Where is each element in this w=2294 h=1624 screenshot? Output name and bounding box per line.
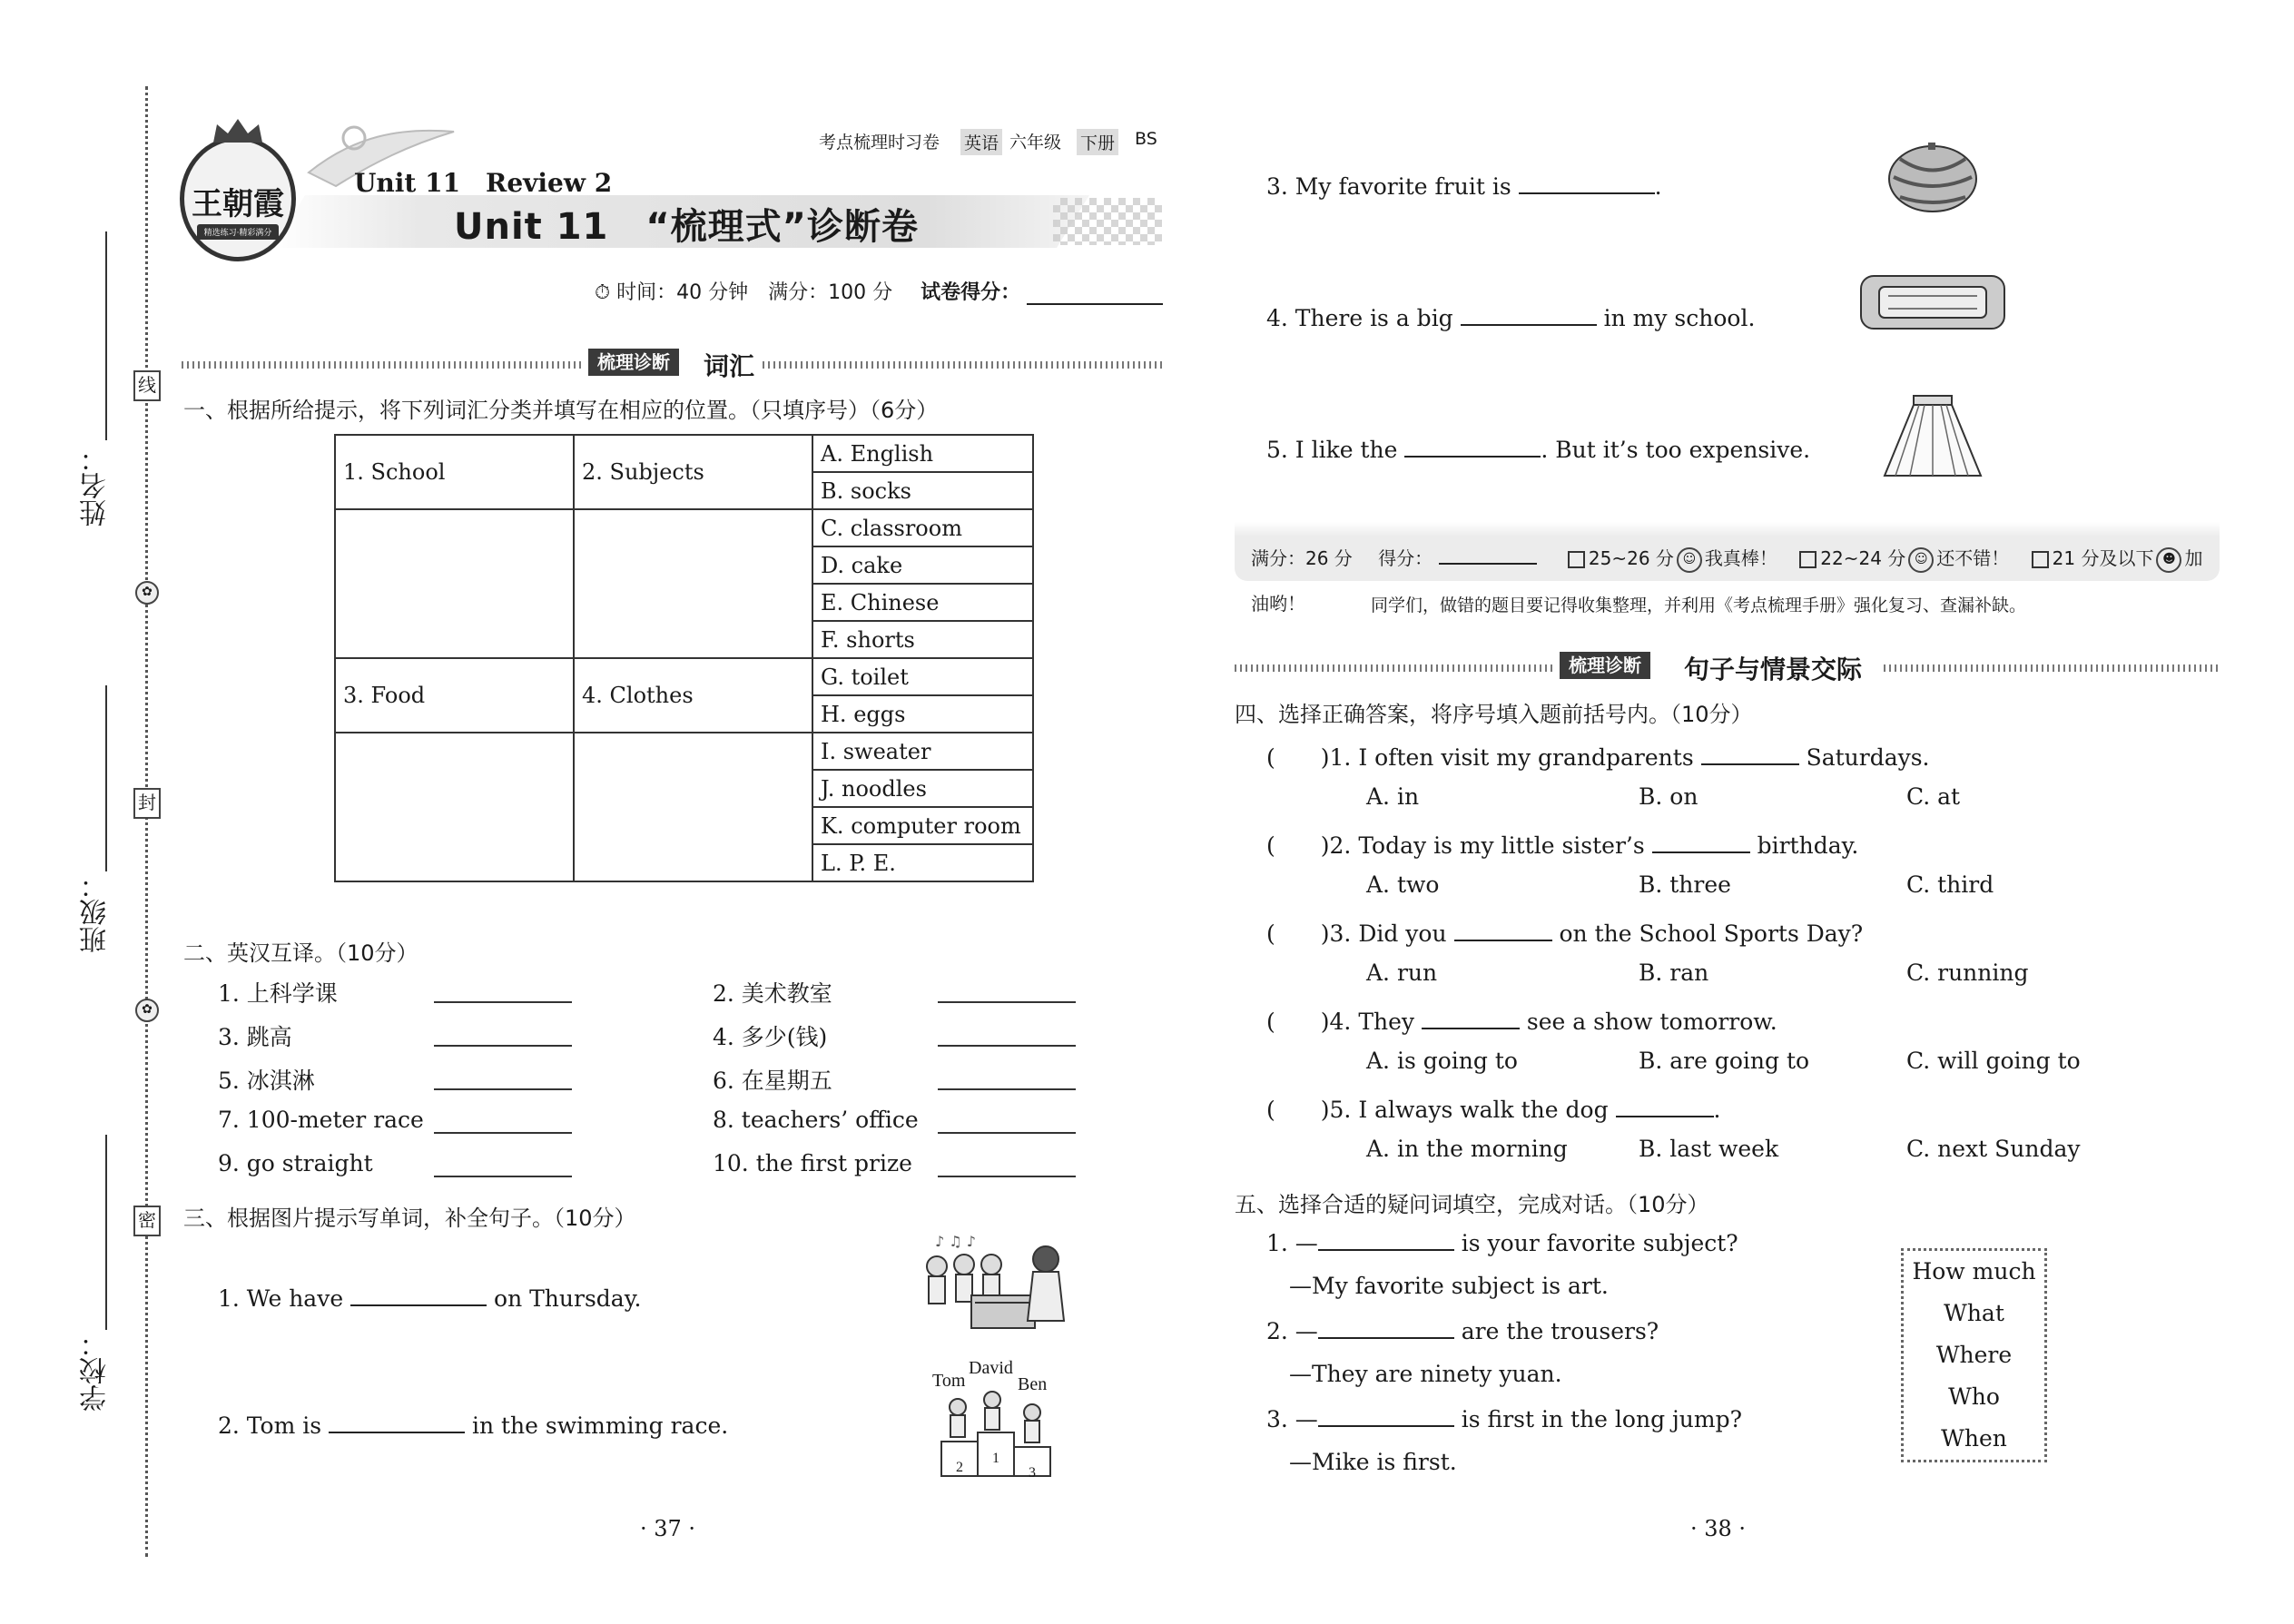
section-tag: 梳理诊断 <box>1560 652 1650 679</box>
answer-blank[interactable] <box>1318 1229 1454 1251</box>
logo-text: 王朝霞 <box>192 186 284 222</box>
translate-item: 2. 美术教室 <box>713 980 832 1007</box>
answer-blank[interactable] <box>1422 1008 1520 1029</box>
score-label: 试卷得分： <box>921 281 1021 304</box>
checkbox-25-26[interactable] <box>1568 551 1585 568</box>
option-a[interactable]: A. is going to <box>1366 1048 1518 1074</box>
category-subjects: 2. Subjects <box>574 435 812 509</box>
section-banner-sentences <box>1235 652 2220 683</box>
answer-blank[interactable] <box>434 1176 572 1177</box>
q3-sentence-2: 2. Tom is in the swimming race. <box>218 1412 729 1439</box>
school-label: 学校： <box>80 1330 112 1412</box>
q3-sentence-3: 3. My favorite fruit is . <box>1266 173 1662 200</box>
dialog-question: 1. — is your favorite subject? <box>1266 1230 1738 1256</box>
answer-blank[interactable] <box>434 1132 572 1134</box>
subject-tag: 英语 <box>960 129 1002 155</box>
answer-blank[interactable] <box>1616 1096 1714 1117</box>
answer-cell-food[interactable] <box>335 733 574 881</box>
total-score: 满分：26 分 <box>1251 547 1353 569</box>
got-score-label: 得分： <box>1378 547 1433 569</box>
class-label: 班级： <box>80 871 112 953</box>
category-school: 1. School <box>335 435 574 509</box>
smile-face-icon: ☺ <box>1677 547 1702 573</box>
vocab-item: F. shorts <box>812 621 1033 658</box>
swimming-pool-icon <box>1859 272 2006 332</box>
answer-blank[interactable] <box>1318 1317 1454 1339</box>
crown-icon <box>210 117 266 144</box>
answer-cell-clothes[interactable] <box>574 733 812 881</box>
podium-place: 3 <box>1029 1465 1036 1481</box>
translate-item: 7. 100-meter race <box>218 1107 424 1133</box>
name-field[interactable] <box>105 231 107 440</box>
translate-item: 3. 跳高 <box>218 1024 292 1050</box>
mc-question: ( )5. I always walk the dog . <box>1266 1097 1721 1123</box>
answer-blank[interactable] <box>1519 172 1655 194</box>
option-b[interactable]: B. ran <box>1639 960 1709 986</box>
answer-paren[interactable]: ( <box>1266 920 1321 947</box>
mc-question: ( )4. They see a show tomorrow. <box>1266 1009 1777 1035</box>
category-food: 3. Food <box>335 658 574 733</box>
seal-char-mi: 密 <box>133 1206 161 1236</box>
checkbox-21-below[interactable] <box>2032 551 2049 568</box>
series-name: 考点梳理时习卷 <box>819 133 940 153</box>
dialog-answer: —Mike is first. <box>1289 1449 1457 1475</box>
q1-heading: 一、根据所给提示，将下列词汇分类并填写在相应的位置。（只填序号）（6分） <box>183 398 939 423</box>
vocab-item: B. socks <box>812 472 1033 509</box>
answer-blank[interactable] <box>1461 304 1597 326</box>
page-number-right: · 38 · <box>1690 1516 1747 1541</box>
option-c[interactable]: C. next Sunday <box>1906 1136 2081 1162</box>
q2-heading: 二、英汉互译。（10分） <box>183 940 418 966</box>
answer-blank[interactable] <box>938 1088 1076 1090</box>
watermelon-icon <box>1886 141 1979 215</box>
got-score-field[interactable] <box>1439 543 1537 565</box>
page-number-left: · 37 · <box>640 1516 696 1541</box>
seal-char-feng: 封 <box>133 788 161 819</box>
vocab-item: E. Chinese <box>812 584 1033 621</box>
answer-blank[interactable] <box>434 1088 572 1090</box>
word-bank-item: When <box>1941 1425 2007 1452</box>
vocab-item: A. English <box>812 435 1033 472</box>
grade-text: 六年级 <box>1009 133 1062 153</box>
dialog-answer: —My favorite subject is art. <box>1289 1273 1609 1299</box>
option-c[interactable]: C. running <box>1906 960 2029 986</box>
translate-item: 10. the first prize <box>713 1150 912 1176</box>
vocab-item: H. eggs <box>812 695 1033 733</box>
unit-subtitle: Unit 11 Review 2 <box>354 168 613 198</box>
answer-blank[interactable] <box>938 1176 1076 1177</box>
answer-paren[interactable]: ( <box>1266 1097 1321 1123</box>
podium-name: David <box>969 1358 1013 1378</box>
name-label: 姓名： <box>80 445 112 527</box>
knot-icon: ✿ <box>135 581 159 605</box>
q3-sentence-1: 1. We have on Thursday. <box>218 1285 642 1312</box>
review-note: 同学们，做错的题目要记得收集整理，并利用《考点梳理手册》强化复习、查漏补缺。 <box>1371 595 2027 615</box>
translate-item: 5. 冰淇淋 <box>218 1068 315 1094</box>
answer-blank[interactable] <box>1318 1405 1454 1427</box>
translate-item: 4. 多少(钱) <box>713 1024 828 1050</box>
q3-heading: 三、根据图片提示写单词，补全句子。（10分） <box>183 1206 636 1231</box>
logo-slogan: 精选练习·精彩满分 <box>197 224 279 240</box>
word-bank-item: Where <box>1935 1342 2013 1368</box>
vocab-item: I. sweater <box>812 733 1033 770</box>
skirt-icon <box>1879 392 1986 483</box>
volume-tag: 下册 <box>1077 129 1118 155</box>
answer-blank[interactable] <box>938 1132 1076 1134</box>
podium-picture <box>930 1358 1067 1481</box>
q3-sentence-4: 4. There is a big in my school. <box>1266 305 1756 331</box>
q3-sentence-5: 5. I like the . But it’s too expensive. <box>1266 437 1811 463</box>
cheer-face-icon: ☻ <box>2156 547 2181 573</box>
option-b[interactable]: B. three <box>1639 871 1731 898</box>
option-b[interactable]: B. on <box>1639 783 1698 810</box>
page-title: Unit 11 “梳理式”诊断卷 <box>454 206 919 248</box>
option-a[interactable]: A. two <box>1366 871 1440 898</box>
answer-paren[interactable]: ( <box>1266 1009 1321 1035</box>
answer-blank[interactable] <box>1404 436 1541 458</box>
mc-question: ( )2. Today is my little sister’s birthday. <box>1266 832 1859 859</box>
time-score-info: ⏱ 时间：40 分钟 满分：100 分 <box>595 281 893 304</box>
option-c[interactable]: C. third <box>1906 871 1994 898</box>
answer-blank[interactable] <box>1652 832 1750 853</box>
word-bank <box>1901 1248 2047 1462</box>
podium-name: Tom <box>932 1371 966 1391</box>
translate-item: 6. 在星期五 <box>713 1068 832 1094</box>
answer-paren[interactable]: ( <box>1266 744 1321 771</box>
answer-blank[interactable] <box>434 1045 572 1047</box>
vocab-item: J. noodles <box>812 770 1033 807</box>
section-title: 句子与情景交际 <box>1684 655 1863 684</box>
answer-blank[interactable] <box>434 1001 572 1003</box>
vocab-item: K. computer room <box>812 807 1033 844</box>
answer-cell-school[interactable] <box>335 509 574 658</box>
word-bank-item: Who <box>1948 1383 2000 1410</box>
dialog-question: 3. — is first in the long jump? <box>1266 1406 1742 1432</box>
mc-question: ( )1. I often visit my grandparents Saturdays. <box>1266 744 1930 771</box>
answer-blank[interactable] <box>1454 920 1552 941</box>
vocab-item: D. cake <box>812 546 1033 584</box>
dialog-answer: —They are ninety yuan. <box>1289 1361 1562 1387</box>
score-field[interactable] <box>1027 285 1163 305</box>
scorebar-shadow <box>1235 522 2220 536</box>
answer-blank[interactable] <box>350 1284 487 1306</box>
translate-item: 9. go straight <box>218 1150 373 1176</box>
q5-heading: 五、选择合适的疑问词填空，完成对话。（10分） <box>1235 1192 1709 1217</box>
edition-text: BS <box>1135 129 1157 149</box>
option-c[interactable]: C. at <box>1906 783 1961 810</box>
neutral-face-icon: ☺ <box>1908 547 1934 573</box>
seal-char-xian: 线 <box>133 370 161 401</box>
binding-dotted-line <box>145 86 148 1557</box>
music-class-picture <box>917 1230 1071 1339</box>
translate-item: 1. 上科学课 <box>218 980 338 1007</box>
answer-paren[interactable]: ( <box>1266 832 1321 859</box>
checker-decoration <box>1053 198 1162 245</box>
section-tag: 梳理诊断 <box>588 349 679 376</box>
translate-item: 8. teachers’ office <box>713 1107 919 1133</box>
answer-blank[interactable] <box>938 1001 1076 1003</box>
podium-place: 1 <box>992 1451 999 1466</box>
option-a[interactable]: A. in the morning <box>1366 1136 1568 1162</box>
mc-question: ( )3. Did you on the School Sports Day? <box>1266 920 1864 947</box>
vocab-item: G. toilet <box>812 658 1033 695</box>
class-field[interactable] <box>105 685 107 871</box>
score-bar: 满分：26 分 得分： 25~26 分 ☺ 我真棒！ 22~24 分 ☺ 还不错！ 21 分及以下 ☻ 加油哟！ <box>1235 536 2220 581</box>
dialog-question: 2. — are the trousers? <box>1266 1318 1659 1344</box>
vocab-table <box>334 434 1034 882</box>
word-bank-item: How much <box>1912 1258 2036 1284</box>
q4-heading: 四、选择正确答案，将序号填入题前括号内。（10分） <box>1235 702 1753 727</box>
word-bank-item: What <box>1944 1300 2004 1326</box>
svg-text:♪ ♫ ♪: ♪ ♫ ♪ <box>935 1233 976 1250</box>
school-field[interactable] <box>105 1135 107 1330</box>
option-b[interactable]: B. are going to <box>1639 1048 1810 1074</box>
section-title: 词汇 <box>704 351 755 381</box>
option-c[interactable]: C. will going to <box>1906 1048 2081 1074</box>
checkbox-22-24[interactable] <box>1799 551 1816 568</box>
exam-info <box>595 277 1163 305</box>
option-a[interactable]: A. run <box>1366 960 1438 986</box>
knot-icon: ✿ <box>135 999 159 1022</box>
answer-blank[interactable] <box>938 1045 1076 1047</box>
option-b[interactable]: B. last week <box>1639 1136 1779 1162</box>
option-a[interactable]: A. in <box>1366 783 1420 810</box>
answer-blank[interactable] <box>329 1412 465 1433</box>
answer-cell-subjects[interactable] <box>574 509 812 658</box>
vocab-item: C. classroom <box>812 509 1033 546</box>
section-banner-vocab <box>182 349 1162 379</box>
vocab-item: L. P. E. <box>812 844 1033 881</box>
category-clothes: 4. Clothes <box>574 658 812 733</box>
publisher-logo <box>180 136 296 261</box>
answer-blank[interactable] <box>1701 743 1799 765</box>
podium-name: Ben <box>1018 1374 1048 1394</box>
podium-place: 2 <box>956 1460 963 1475</box>
